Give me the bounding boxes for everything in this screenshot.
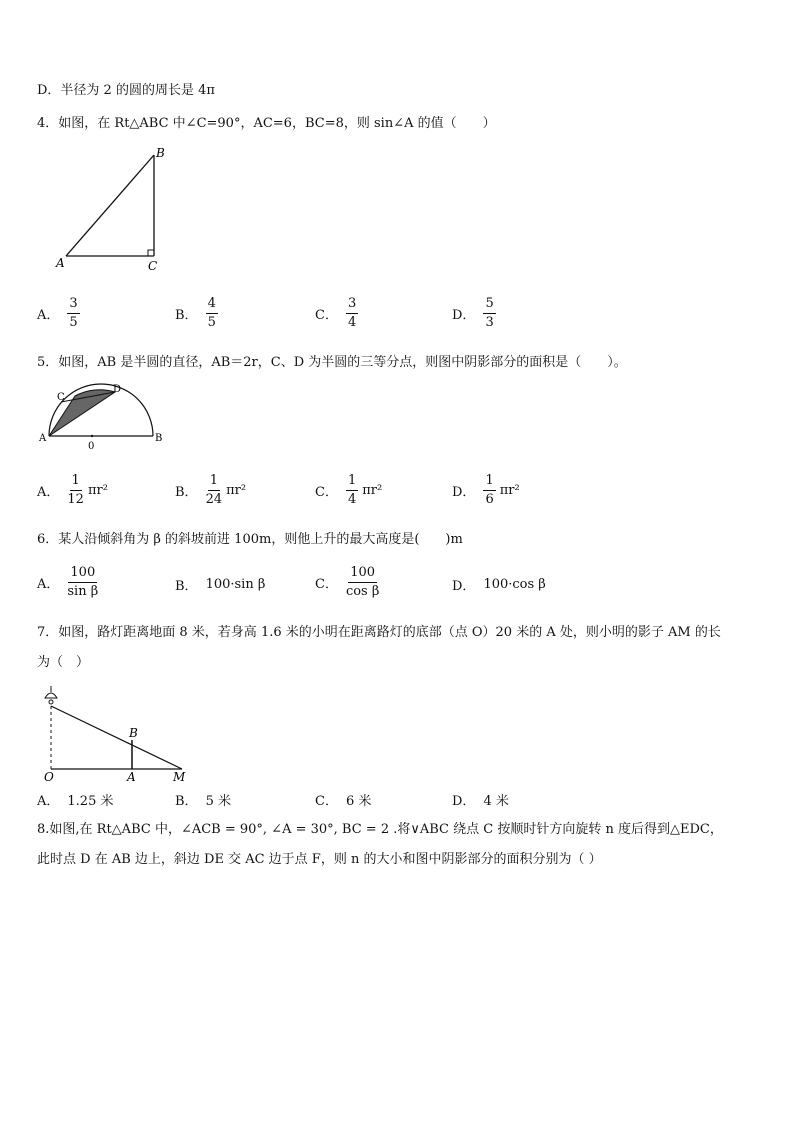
q5-label-c: C [57,392,65,403]
q5-figure [35,380,163,455]
q5-option-a-label: A． [37,485,60,500]
q4-option-a[interactable] [37,296,80,331]
q4-option-a-label: A． [37,308,60,323]
q4-option-d[interactable] [452,296,496,331]
q6-option-c[interactable] [315,565,379,600]
q5-label-b: B [155,433,163,444]
q4-option-b-fraction: $\frac{4}{5}$ [207,296,216,330]
q5-option-d[interactable] [452,473,520,508]
q5-option-c-unit: πr² [362,483,383,498]
q5-option-c-label: C． [315,485,338,500]
q7-option-a-label: A． [37,794,60,809]
q7-label-m: M [173,770,186,784]
q4-label-c: C [148,259,158,273]
q7-label-a: A [127,770,136,784]
q7-option-b[interactable] [175,790,231,809]
q5-label-a: A [39,433,47,444]
q7-lamp-icon [45,686,57,704]
q7-figure [35,684,195,784]
q6-option-c-label: C． [315,577,338,592]
q7-option-d-text: 4 米 [483,794,509,809]
q4-option-d-label: D． [452,308,476,323]
prev-option-d: D．半径为 2 的圆的周长是 4π [37,83,215,98]
q7-option-b-label: B． [175,794,198,809]
q5-center-dot [91,435,93,437]
q7-option-b-text: 5 米 [205,794,231,809]
q4-option-c[interactable] [315,296,358,331]
q5-label-o: 0 [88,441,95,452]
q4-option-a-fraction: $\frac{3}{5}$ [69,296,78,330]
q7-option-a-text: 1.25 米 [67,794,114,809]
q7-label-b: B [129,726,138,740]
q7-option-c-label: C． [315,794,338,809]
q7-stem-line1: 7．如图，路灯距离地面 8 米，若身高 1.6 米的小明在距离路灯的底部（点 O）20 米的 A 处，则小明的影子 AM 的长 [37,625,721,640]
q7-option-a[interactable] [37,790,113,809]
q7-light-ray [51,706,182,769]
q5-option-d-label: D． [452,485,476,500]
q6-option-d-label: D． [452,579,476,594]
q5-option-b-unit: πr² [226,483,247,498]
q5-option-c[interactable] [315,473,382,508]
q4-option-b[interactable] [175,296,218,331]
q8-stem-line2: 此时点 D 在 AB 边上，斜边 DE 交 AC 边于点 F，则 n 的大小和图中阴影部分的面积分别为（ ） [37,852,602,867]
q6-option-a-label: A． [37,577,60,592]
q7-option-c-text: 6 米 [345,794,372,809]
q5-stem: 5．如图，AB 是半圆的直径，AB＝2r，C、D 为半圆的三等分点，则图中阴影部分的面积是（ ）。 [37,355,627,370]
q4-option-c-fraction: $\frac{3}{4}$ [347,296,357,330]
q7-option-d-label: D． [452,794,476,809]
q4-option-b-label: B． [175,308,198,323]
q5-option-a[interactable] [37,473,108,508]
q7-stem-line2: 为（ ） [37,655,90,670]
q5-option-d-fraction: $\frac{1}{6}$ [485,473,494,507]
q5-option-c-fraction: $\frac{1}{4}$ [347,473,357,507]
q4-label-b: B [156,146,165,160]
q5-option-a-fraction: $\frac{1}{12}$ [67,473,84,507]
q6-stem: 6．某人沿倾斜角为 β 的斜坡前进 100m，则他上升的最大高度是( )m [37,532,463,547]
q4-option-d-fraction: $\frac{5}{3}$ [485,296,494,330]
q8-stem-line1: 8.如图,在 Rt△ABC 中，∠ACB = 90°, ∠A = 30°, BC = 2 .将∨ABC 绕点 C 按顺时针方向旋转 n 度后得到△EDC， [37,822,723,837]
q5-option-b[interactable] [175,473,246,508]
q4-figure [50,145,180,275]
q6-option-b[interactable] [175,575,265,594]
q4-option-c-label: C． [315,308,338,323]
q6-option-c-fraction: $\frac{100}{\text{cos β}}$ [345,565,380,599]
q6-option-b-text: 100·sin β [205,577,266,592]
q7-option-d[interactable] [452,790,509,809]
q5-option-b-label: B． [175,485,198,500]
q4-right-angle-mark [148,250,154,256]
q7-label-o: O [44,770,54,784]
q5-option-a-unit: πr² [87,483,108,498]
q6-option-d[interactable] [452,575,546,594]
q5-label-d: D [113,384,122,395]
q4-label-a: A [56,256,65,270]
q6-option-b-label: B． [175,579,198,594]
q5-option-b-fraction: $\frac{1}{24}$ [205,473,223,507]
q6-option-d-text: 100·cos β [483,577,546,592]
q5-option-d-unit: πr² [499,483,520,498]
q7-option-c[interactable] [315,790,371,809]
q4-stem: 4．如图，在 Rt△ABC 中∠C=90°，AC=6，BC=8，则 sin∠A 的值（ ） [37,116,496,131]
q4-side-ab [66,155,154,256]
q6-option-a[interactable] [37,565,98,600]
q6-option-a-fraction: $\frac{100}{\text{sin β}}$ [67,565,99,599]
